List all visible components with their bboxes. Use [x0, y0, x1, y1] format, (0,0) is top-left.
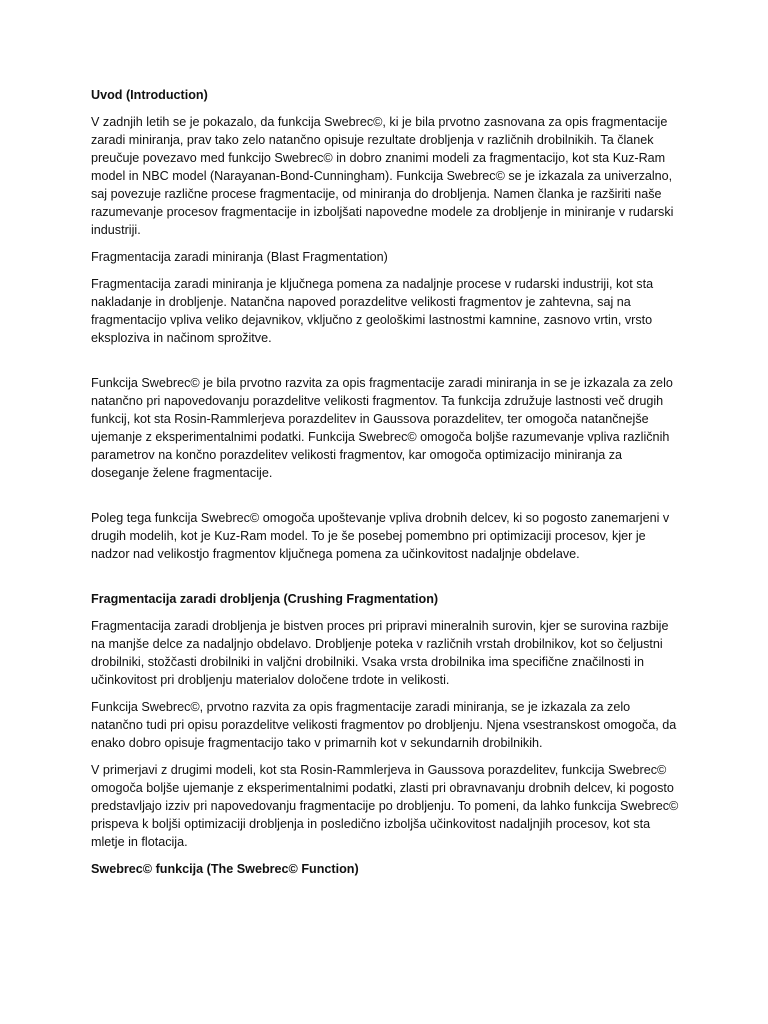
intro-heading: Uvod (Introduction) — [91, 88, 208, 102]
document-page — [91, 86, 681, 887]
function-heading: Swebrec© funkcija (The Swebrec© Function) — [91, 862, 359, 876]
spacer — [91, 572, 681, 590]
crushing-paragraph-1: Fragmentacija zaradi drobljenja je bistven proces pri pripravi mineralnih surovin, kjer se surovina razbije na manjše delce za nadaljnjo obdelavo. Drobljenje poteka v različnih vrstah drobilnikov, kot so čeljustni drobilniki, stožčasti drobilniki in valjčni drobilniki. Vsaka vrsta drobilnika ima specifične značilnosti in učinkovitost pri drobljenju materialov določene trdote in velikosti. — [91, 619, 669, 687]
spacer — [91, 356, 681, 374]
blast-paragraph-2: Funkcija Swebrec© je bila prvotno razvita za opis fragmentacije zaradi miniranja in se je izkazala za zelo natančno pri napovedovanju porazdelitve velikosti fragmentov. Ta funkcija združuje lastnosti več drugih funkcij, kot sta Rosin-Rammlerjeva porazdelitev in Gaussova porazdelitev, ter omogoča natančnejše ujemanje z eksperimentalnimi podatki. Funkcija Swebrec© omogoča boljše razumevanje vpliva različnih parametrov na končno porazdelitev velikosti fragmentov, kar omogoča optimizacijo miniranja za doseganje želene fragmentacije. — [91, 376, 673, 480]
intro-paragraph: V zadnjih letih se je pokazalo, da funkcija Swebrec©, ki je bila prvotno zasnovana za opis fragmentacije zaradi miniranja, prav tako zelo natančno opisuje rezultate drobljenja v različnih drobilnikih. Ta članek preučuje povezavo med funkcijo Swebrec© in dobro znanimi modeli za fragmentacijo, kot sta Kuz-Ram model in NBC model (Narayanan-Bond-Cunningham). Funkcija Swebrec© se je izkazala za univerzalno, saj povezuje različne procese fragmentacije, od miniranja do drobljenja. Namen članka je razširiti naše razumevanje procesov fragmentacije in izboljšati napovedne modele za drobljenje in miniranje v rudarski industriji. — [91, 115, 674, 237]
spacer — [91, 491, 681, 509]
blast-paragraph-1: Fragmentacija zaradi miniranja je ključnega pomena za nadaljnje procese v rudarski industriji, kot sta nakladanje in drobljenje. Natančna napoved porazdelitve velikosti fragmentov je zahtevna, saj na fragmentacijo vpliva veliko dejavnikov, vključno z geološkimi lastnostmi kamnine, zasnovo vrtin, vrsto eksploziva in načinom sprožitve. — [91, 277, 654, 345]
blast-heading: Fragmentacija zaradi miniranja (Blast Fragmentation) — [91, 250, 388, 264]
blast-paragraph-3: Poleg tega funkcija Swebrec© omogoča upoštevanje vpliva drobnih delcev, ki so pogosto zanemarjeni v drugih modelih, kot je Kuz-Ram model. To je še posebej pomembno pri optimizaciji procesov, kjer je nadzor nad velikostjo fragmentov ključnega pomena za učinkovitost nadaljnje obdelave. — [91, 511, 670, 561]
crushing-heading: Fragmentacija zaradi drobljenja (Crushing Fragmentation) — [91, 592, 439, 606]
crushing-paragraph-2: Funkcija Swebrec©, prvotno razvita za opis fragmentacije zaradi miniranja, se je izkazala za zelo natančno tudi pri opisu porazdelitve velikosti fragmentov po drobljenju. Njena vsestranskost omogoča, da enako dobro opisuje fragmentacijo tako v primarnih kot v sekundarnih drobilnikih. — [91, 700, 677, 750]
crushing-paragraph-3: V primerjavi z drugimi modeli, kot sta Rosin-Rammlerjeva in Gaussova porazdelitev, funkcija Swebrec© omogoča boljše ujemanje z eksperimentalnimi podatki, zlasti pri obravnavanju drobnih delcev, ki pogosto predstavljajo izziv pri napovedovanju fragmentacije po drobljenju. To pomeni, da lahko funkcija Swebrec© prispeva k boljši optimizaciji drobljenja in posledično izboljša učinkovitost nadaljnjih procesov, kot sta mletje in flotacija. — [91, 763, 679, 849]
